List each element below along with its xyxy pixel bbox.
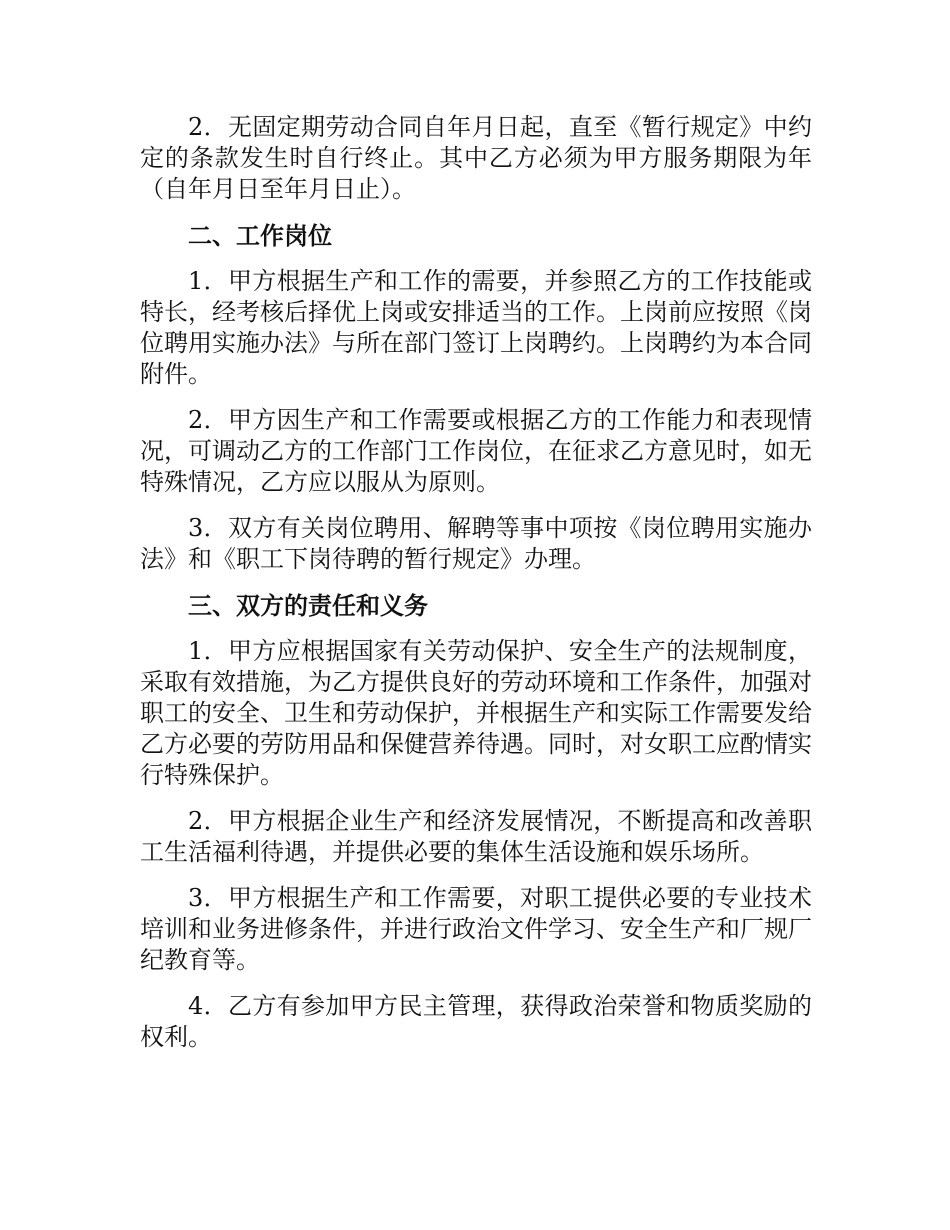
paragraph-duty-4: 4．乙方有参加甲方民主管理，获得政治荣誉和物质奖励的权利。 bbox=[140, 992, 812, 1051]
document-page bbox=[140, 112, 812, 1068]
paragraph-duty-2: 2．甲方根据企业生产和经济发展情况，不断提高和改善职工生活福利待遇，并提供必要的集体生活设施和娱乐场所。 bbox=[140, 807, 812, 866]
paragraph-position-1: 1．甲方根据生产和工作的需要，并参照乙方的工作技能或特长，经考核后择优上岗或安排适当的工作。上岗前应按照《岗位聘用实施办法》与所在部门签订上岗聘约。上岗聘约为本合同附件。 bbox=[140, 267, 812, 388]
section-heading-work-position: 二、工作岗位 bbox=[188, 221, 332, 250]
paragraph-position-3: 3．双方有关岗位聘用、解聘等事中项按《岗位聘用实施办法》和《职工下岗待聘的暂行规定》办理。 bbox=[140, 514, 812, 573]
paragraph-duty-3: 3．甲方根据生产和工作需要，对职工提供必要的专业技术培训和业务进修条件，并进行政治文件学习、安全生产和厂规厂纪教育等。 bbox=[140, 884, 812, 974]
paragraph-duty-1: 1．甲方应根据国家有关劳动保护、安全生产的法规制度，采取有效措施，为乙方提供良好的劳动环境和工作条件，加强对职工的安全、卫生和劳动保护，并根据生产和实际工作需要发给乙方必要的劳防用品和保健营养待遇。同时，对女职工应酌情实行特殊保护。 bbox=[140, 637, 812, 789]
section-heading-responsibilities: 三、双方的责任和义务 bbox=[188, 591, 428, 620]
paragraph-position-2: 2．甲方因生产和工作需要或根据乙方的工作能力和表现情况，可调动乙方的工作部门工作岗位，在征求乙方意见时，如无特殊情况，乙方应以服从为原则。 bbox=[140, 406, 812, 496]
paragraph-term-2-open-ended: 2．无固定期劳动合同自年月日起，直至《暂行规定》中约定的条款发生时自行终止。其中乙方必须为甲方服务期限为年（自年月日至年月日止）。 bbox=[140, 113, 812, 203]
